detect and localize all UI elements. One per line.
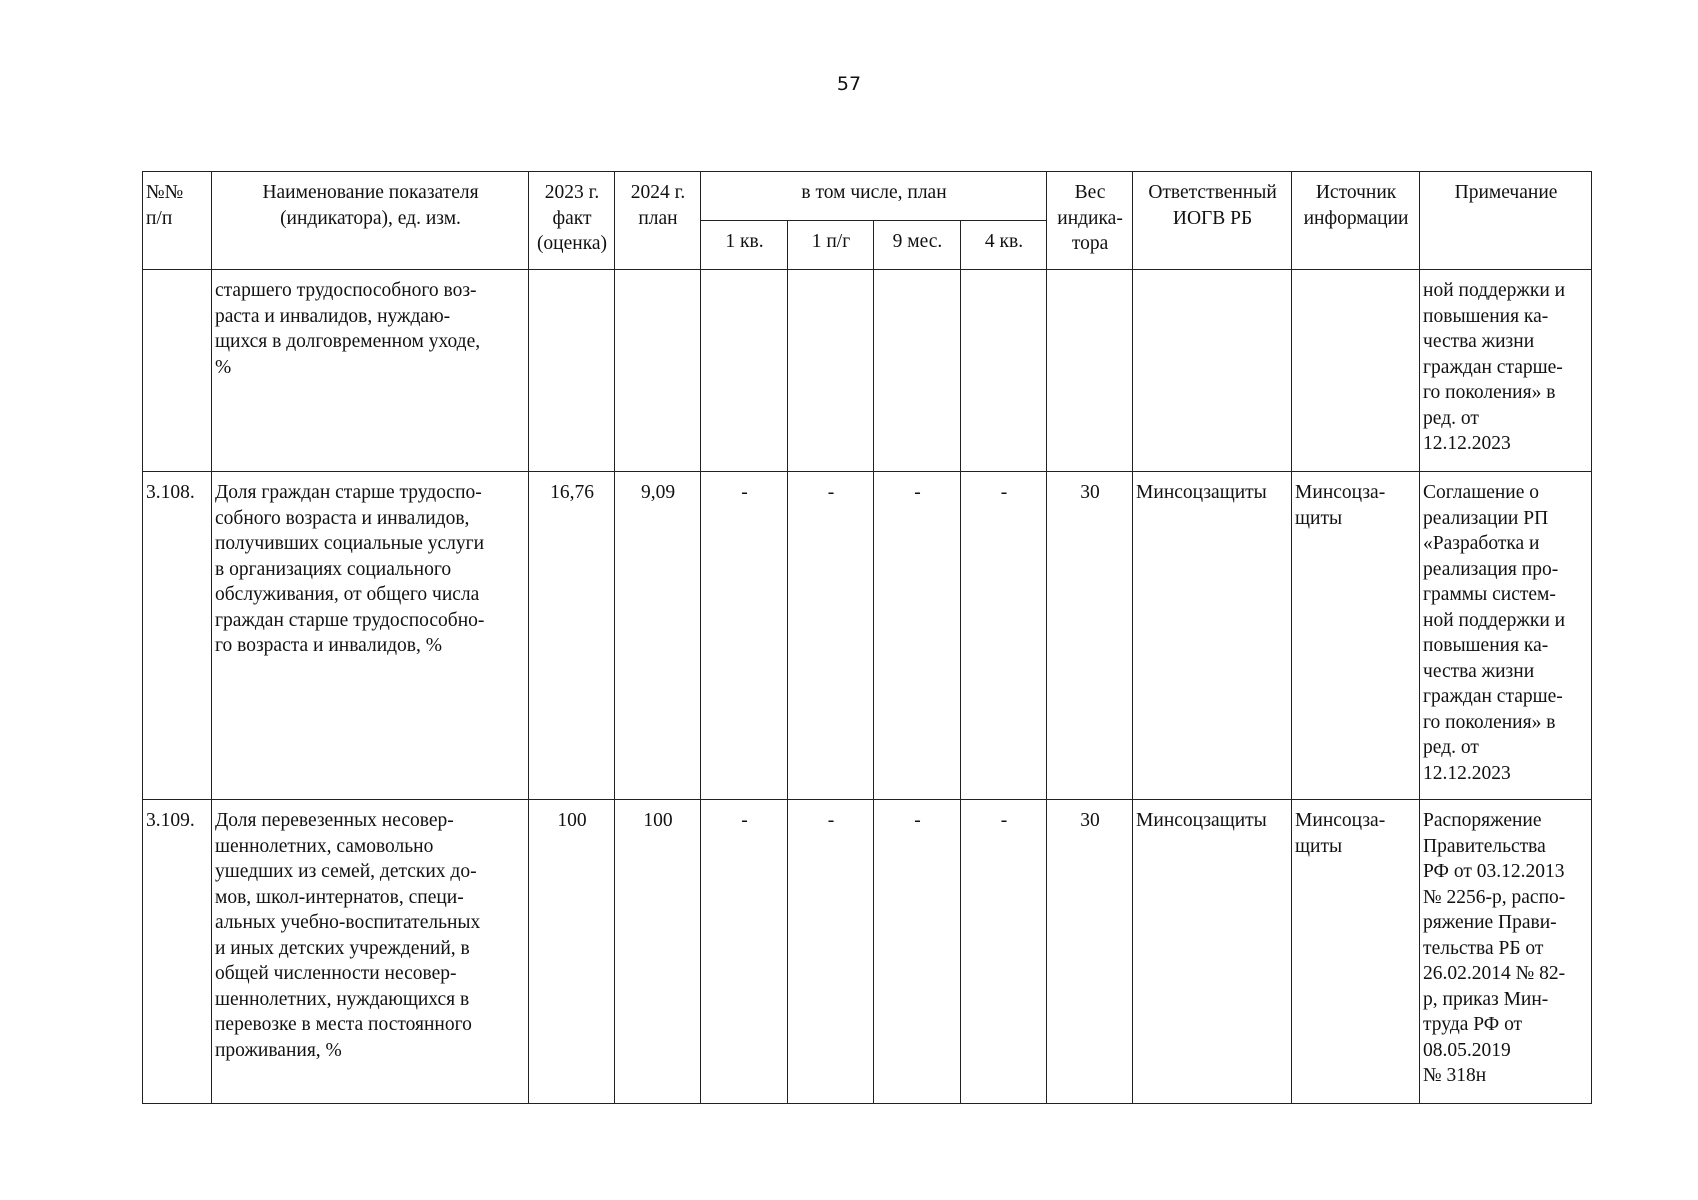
- cell-q1: [701, 270, 788, 472]
- cell-responsible: [1133, 270, 1292, 472]
- cell-plan-2024: [615, 270, 701, 472]
- cell-source: Минсоцза- щиты: [1292, 472, 1420, 800]
- header-name: Наименование показателя (индикатора), ед. изм.: [212, 172, 529, 270]
- cell-responsible: Минсоцзащиты: [1133, 800, 1292, 1104]
- cell-name: Доля перевезенных несовер- шеннолетних, самовольно ушедших из семей, детских до- мов, школ-интернатов, специ- альных учебно-воспитательных и иных детских учреждений, в общей численности несовер- шеннолетних, нуждающихся в перевозке в места постоянного проживания, %: [212, 800, 529, 1104]
- cell-note: Соглашение о реализации РП «Разработка и реализация про- граммы систем- ной поддержки и повышения ка- чества жизни граждан старше- го поколения» в ред. от 12.12.2023: [1420, 472, 1592, 800]
- header-q4: 4 кв.: [961, 221, 1047, 270]
- cell-fact-2023: 100: [529, 800, 615, 1104]
- cell-half-year: [788, 270, 874, 472]
- cell-source: Минсоцза- щиты: [1292, 800, 1420, 1104]
- cell-note: ной поддержки и повышения ка- чества жизни граждан старше- го поколения» в ред. от 12.12.2023: [1420, 270, 1592, 472]
- cell-9-months: -: [874, 472, 961, 800]
- cell-q1: -: [701, 472, 788, 800]
- cell-weight: 30: [1047, 800, 1133, 1104]
- header-including-plan: в том числе, план: [701, 172, 1047, 221]
- cell-plan-2024: 9,09: [615, 472, 701, 800]
- cell-source: [1292, 270, 1420, 472]
- cell-weight: 30: [1047, 472, 1133, 800]
- header-9-months: 9 мес.: [874, 221, 961, 270]
- header-row-top: [143, 172, 1592, 221]
- header-weight: Вес индика- тора: [1047, 172, 1133, 270]
- cell-9-months: [874, 270, 961, 472]
- header-source: Источник информации: [1292, 172, 1420, 270]
- cell-q4: [961, 270, 1047, 472]
- table-row: [143, 800, 1592, 1104]
- cell-note: Распоряжение Правительства РФ от 03.12.2013 № 2256-р, распо- ряжение Прави- тельства РБ от 26.02.2014 № 82- р, приказ Мин- труда РФ от 08.05.2019 № 318н: [1420, 800, 1592, 1104]
- cell-9-months: -: [874, 800, 961, 1104]
- cell-q1: -: [701, 800, 788, 1104]
- header-q1: 1 кв.: [701, 221, 788, 270]
- header-plan-2024: 2024 г. план: [615, 172, 701, 270]
- cell-num: [143, 270, 212, 472]
- cell-q4: -: [961, 472, 1047, 800]
- cell-half-year: -: [788, 472, 874, 800]
- page-number: 57: [836, 73, 862, 95]
- table-row: [143, 270, 1592, 472]
- cell-name: старшего трудоспособного воз- раста и инвалидов, нуждаю- щихся в долговременном уходе, %: [212, 270, 529, 472]
- header-responsible: Ответственный ИОГВ РБ: [1133, 172, 1292, 270]
- cell-num: 3.108.: [143, 472, 212, 800]
- header-half-year: 1 п/г: [788, 221, 874, 270]
- header-note: Примечание: [1420, 172, 1592, 270]
- cell-fact-2023: [529, 270, 615, 472]
- cell-half-year: -: [788, 800, 874, 1104]
- indicators-table: [142, 171, 1592, 1104]
- cell-fact-2023: 16,76: [529, 472, 615, 800]
- cell-plan-2024: 100: [615, 800, 701, 1104]
- cell-weight: [1047, 270, 1133, 472]
- header-fact-2023: 2023 г. факт (оценка): [529, 172, 615, 270]
- cell-responsible: Минсоцзащиты: [1133, 472, 1292, 800]
- cell-num: 3.109.: [143, 800, 212, 1104]
- header-num: №№ п/п: [143, 172, 212, 270]
- table-row: [143, 472, 1592, 800]
- cell-q4: -: [961, 800, 1047, 1104]
- cell-name: Доля граждан старше трудоспо- собного возраста и инвалидов, получивших социальные услуги в организациях социального обслуживания, от общего числа граждан старше трудоспособно- го возраста и инвалидов, %: [212, 472, 529, 800]
